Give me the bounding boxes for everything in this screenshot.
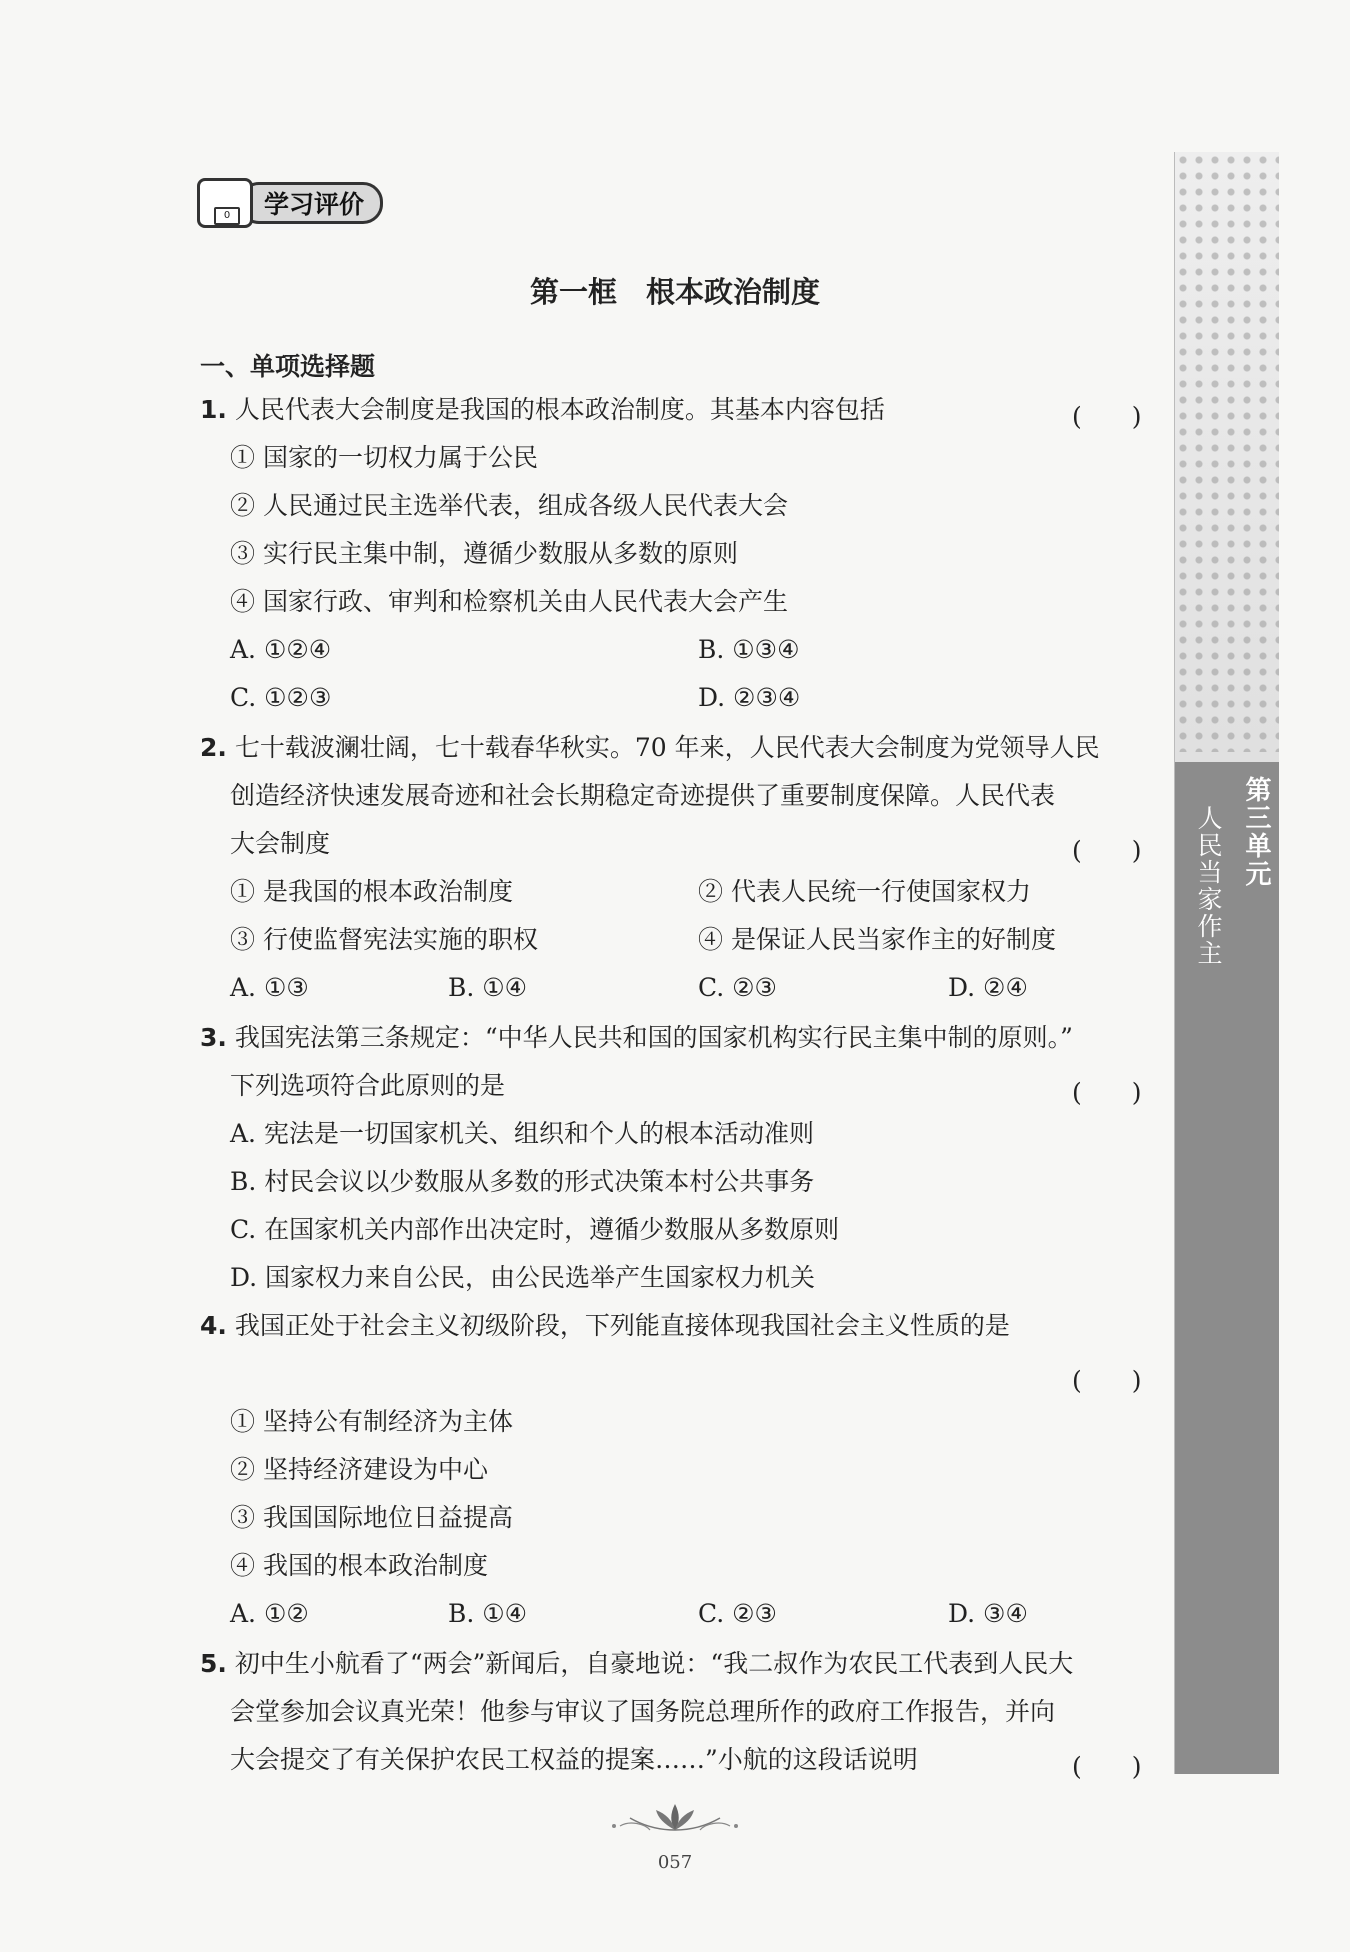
- question-2-stem: [200, 735, 1100, 760]
- q2-item-2: ② 代表人民统一行使国家权力: [698, 877, 1031, 906]
- q4-option-a[interactable]: A. ①②: [230, 1599, 309, 1628]
- q4-item-1: ① 坚持公有制经济为主体: [230, 1407, 513, 1436]
- q2-option-d[interactable]: D. ②④: [948, 973, 1028, 1002]
- answer-blank[interactable]: ( ): [1072, 1366, 1142, 1395]
- question-text: 七十载波澜壮阔，七十载春华秋实。70 年来，人民代表大会制度为党领导人民: [234, 733, 1100, 762]
- question-number: 4.: [200, 1311, 227, 1340]
- q1-option-d[interactable]: D. ②③④: [698, 683, 801, 712]
- question-number: 2.: [200, 733, 227, 762]
- question-5-stem: [200, 1651, 1073, 1676]
- q2-item-4: ④ 是保证人民当家作主的好制度: [698, 925, 1056, 954]
- dot-pattern: [1175, 152, 1279, 752]
- section-badge: [197, 180, 397, 226]
- q1-option-c[interactable]: C. ①②③: [230, 683, 332, 712]
- q4-option-b[interactable]: B. ①④: [448, 1599, 528, 1628]
- answer-blank[interactable]: ( ): [1072, 1752, 1142, 1781]
- q3-option-d[interactable]: D. 国家权力来自公民，由公民选举产生国家权力机关: [230, 1263, 816, 1292]
- question-1-stem: [200, 397, 885, 422]
- question-2-stem-line-3: 大会制度: [230, 829, 331, 858]
- question-number: 1.: [200, 395, 227, 424]
- section-heading: 一、单项选择题: [200, 352, 376, 381]
- notebook-tab: 0: [214, 207, 240, 225]
- leaf-ornament-icon: [600, 1800, 750, 1836]
- question-text: 初中生小航看了“两会”新闻后，自豪地说：“我二叔作为农民工代表到人民大: [234, 1649, 1074, 1678]
- q4-item-4: ④ 我国的根本政治制度: [230, 1551, 488, 1580]
- unit-label: 第三单元: [1241, 776, 1271, 888]
- q1-item-1: ① 国家的一切权力属于公民: [230, 443, 538, 472]
- q2-item-3: ③ 行使监督宪法实施的职权: [230, 925, 538, 954]
- q2-item-1: ① 是我国的根本政治制度: [230, 877, 513, 906]
- q4-item-3: ③ 我国国际地位日益提高: [230, 1503, 513, 1532]
- question-text: 我国宪法第三条规定：“中华人民共和国的国家机构实行民主集中制的原则。”: [234, 1023, 1073, 1052]
- answer-blank[interactable]: ( ): [1072, 402, 1142, 431]
- question-number: 5.: [200, 1649, 227, 1678]
- unit-title: 人民当家作主: [1194, 805, 1223, 967]
- question-text: 人民代表大会制度是我国的根本政治制度。其基本内容包括: [234, 395, 885, 424]
- q2-option-b[interactable]: B. ①④: [448, 973, 528, 1002]
- page-title: 第一框 根本政治制度: [529, 275, 820, 309]
- question-number: 3.: [200, 1023, 227, 1052]
- q2-option-a[interactable]: A. ①③: [230, 973, 309, 1002]
- question-5-stem-line-3: 大会提交了有关保护农民工权益的提案……”小航的这段话说明: [230, 1745, 918, 1774]
- question-3-stem: [200, 1025, 1073, 1050]
- question-3-stem-line-2: 下列选项符合此原则的是: [230, 1071, 506, 1100]
- q3-option-c[interactable]: C. 在国家机关内部作出决定时，遵循少数服从多数原则: [230, 1215, 840, 1244]
- page-number: 057: [657, 1852, 693, 1873]
- q3-option-b[interactable]: B. 村民会议以少数服从多数的形式决策本村公共事务: [230, 1167, 815, 1196]
- q4-option-c[interactable]: C. ②③: [698, 1599, 777, 1628]
- q3-option-a[interactable]: A. 宪法是一切国家机关、组织和个人的根本活动准则: [230, 1119, 814, 1148]
- q1-item-2: ② 人民通过民主选举代表，组成各级人民代表大会: [230, 491, 788, 520]
- badge-label: 学习评价: [239, 182, 383, 224]
- q1-option-a[interactable]: A. ①②④: [230, 635, 332, 664]
- question-2-stem-line-2: 创造经济快速发展奇迹和社会长期稳定奇迹提供了重要制度保障。人民代表: [230, 781, 1056, 810]
- q1-option-b[interactable]: B. ①③④: [698, 635, 800, 664]
- notebook-icon: [197, 178, 253, 228]
- q4-item-2: ② 坚持经济建设为中心: [230, 1455, 488, 1484]
- answer-blank[interactable]: ( ): [1072, 836, 1142, 865]
- q4-option-d[interactable]: D. ③④: [948, 1599, 1028, 1628]
- question-text: 我国正处于社会主义初级阶段，下列能直接体现我国社会主义性质的是: [234, 1311, 1010, 1340]
- question-4-stem: [200, 1313, 1010, 1338]
- q1-item-4: ④ 国家行政、审判和检察机关由人民代表大会产生: [230, 587, 788, 616]
- question-5-stem-line-2: 会堂参加会议真光荣！他参与审议了国务院总理所作的政府工作报告，并向: [230, 1697, 1056, 1726]
- answer-blank[interactable]: ( ): [1072, 1078, 1142, 1107]
- q2-option-c[interactable]: C. ②③: [698, 973, 777, 1002]
- q1-item-3: ③ 实行民主集中制，遵循少数服从多数的原则: [230, 539, 738, 568]
